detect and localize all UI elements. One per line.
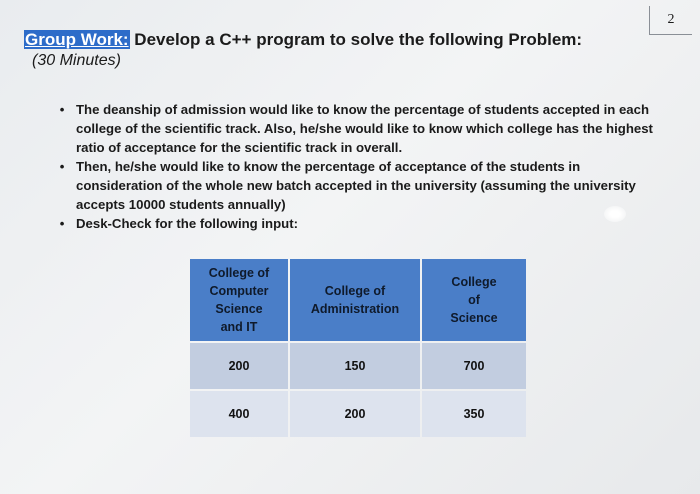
list-item-text: Desk-Check for the following input:: [76, 216, 298, 231]
header-line: Science: [450, 311, 498, 325]
list-item-text: Then, he/she would like to know the percentage of acceptance of the students in consideration of the whole new batch accepted in the university (assuming the university accepts 10000 students annually): [76, 159, 636, 212]
header-line: College of: [324, 284, 386, 298]
page-title: [24, 30, 582, 50]
title-highlight: Group Work:: [25, 30, 129, 49]
bullet-icon: •: [59, 159, 65, 174]
header-computer-science: [190, 259, 288, 341]
header-science: [422, 259, 526, 341]
table-cell: 200: [190, 343, 288, 389]
list-item: [56, 214, 661, 233]
header-line: Computer: [209, 284, 269, 298]
table-cell: 350: [422, 391, 526, 437]
table-row: [190, 343, 526, 389]
table-header-row: [190, 259, 526, 341]
table-cell: 200: [290, 391, 420, 437]
table-cell: 400: [190, 391, 288, 437]
header-administration: [290, 259, 420, 341]
list-item-text: The deanship of admission would like to know the percentage of students accepted in each college of the scientific track. Also, he/she would like to know which college has the highest ratio of acceptance for the scientific track in overall.: [76, 102, 653, 155]
header-line: of: [468, 293, 480, 307]
bullet-icon: •: [59, 102, 65, 117]
page-number: 2: [649, 6, 692, 35]
duration-subtitle: (30 Minutes): [32, 52, 121, 69]
header-line: Science: [215, 302, 263, 316]
table-cell: 700: [422, 343, 526, 389]
input-table: [188, 257, 528, 439]
list-item: [56, 100, 661, 157]
table-cell: 150: [290, 343, 420, 389]
header-line: Administration: [310, 302, 400, 316]
header-line: College: [451, 275, 497, 289]
header-line: College of: [208, 266, 270, 280]
table-row: [190, 391, 526, 437]
list-item: [56, 157, 661, 214]
instruction-list: [56, 100, 661, 233]
header-line: and IT: [220, 320, 258, 334]
title-text: Develop a C++ program to solve the following Problem:: [129, 30, 583, 49]
bullet-icon: •: [59, 216, 65, 231]
screen-glare: [604, 206, 626, 222]
